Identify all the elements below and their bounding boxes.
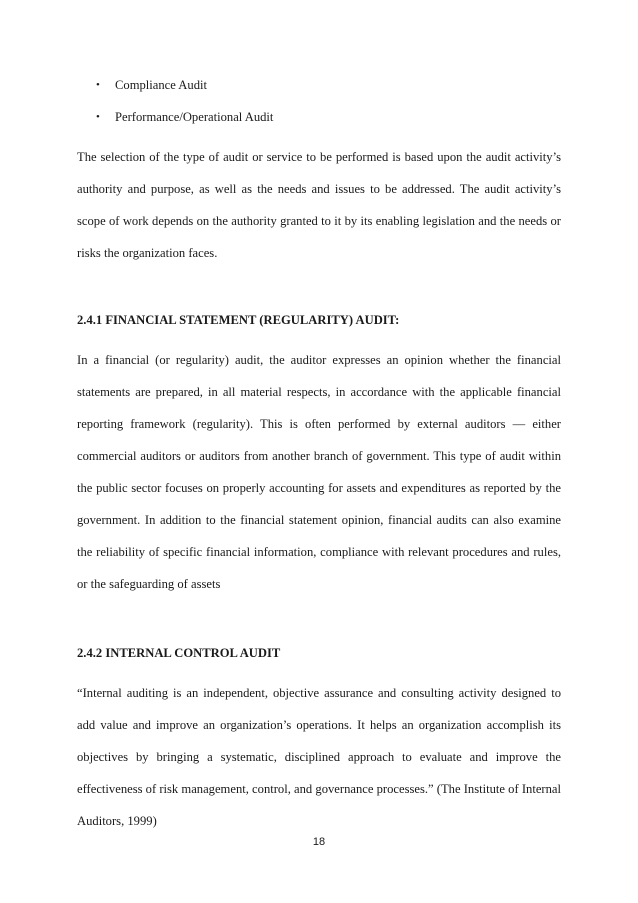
financial-audit-paragraph: In a financial (or regularity) audit, the auditor expresses an opinion whether the financial statements are prepared, in all material respects, in accordance with the applicable financial reporting framework (regularity). This is often performed by external auditors — either commercial auditors or auditors from another branch of government. This type of audit within the public sector focuses on properly accounting for assets and expenditures as reported by the government. In addition to the financial statement opinion, financial audits can also examine the reliability of specific financial information, compliance with relevant procedures and rules, or the safeguarding of assets [77,353,561,591]
list-item [95,109,273,125]
section-heading-financial-statement-audit: 2.4.1 FINANCIAL STATEMENT (REGULARITY) AUDIT: [77,313,400,327]
audit-type-list [95,77,273,141]
list-item-text: Compliance Audit [115,78,207,92]
list-item [95,77,273,93]
bullet-icon: • [96,111,100,123]
section-heading-internal-control-audit: 2.4.2 INTERNAL CONTROL AUDIT [77,646,281,660]
page-number: 18 [312,836,326,848]
internal-control-paragraph: “Internal auditing is an independent, objective assurance and consulting activity designed to add value and improve an organization’s operations. It helps an organization accomplish its objectives by bringing a systematic, disciplined approach to evaluate and improve the effectiveness of risk management, control, and governance processes.” (The Institute of Internal Auditors, 1999) [77,686,561,828]
list-item-text: Performance/Operational Audit [115,110,274,124]
bullet-icon: • [96,79,100,91]
intro-paragraph: The selection of the type of audit or service to be performed is based upon the audit activity’s authority and purpose, as well as the needs and issues to be addressed. The audit activity’s scope of work depends on the authority granted to it by its enabling legislation and the needs or risks the organization faces. [77,150,561,260]
